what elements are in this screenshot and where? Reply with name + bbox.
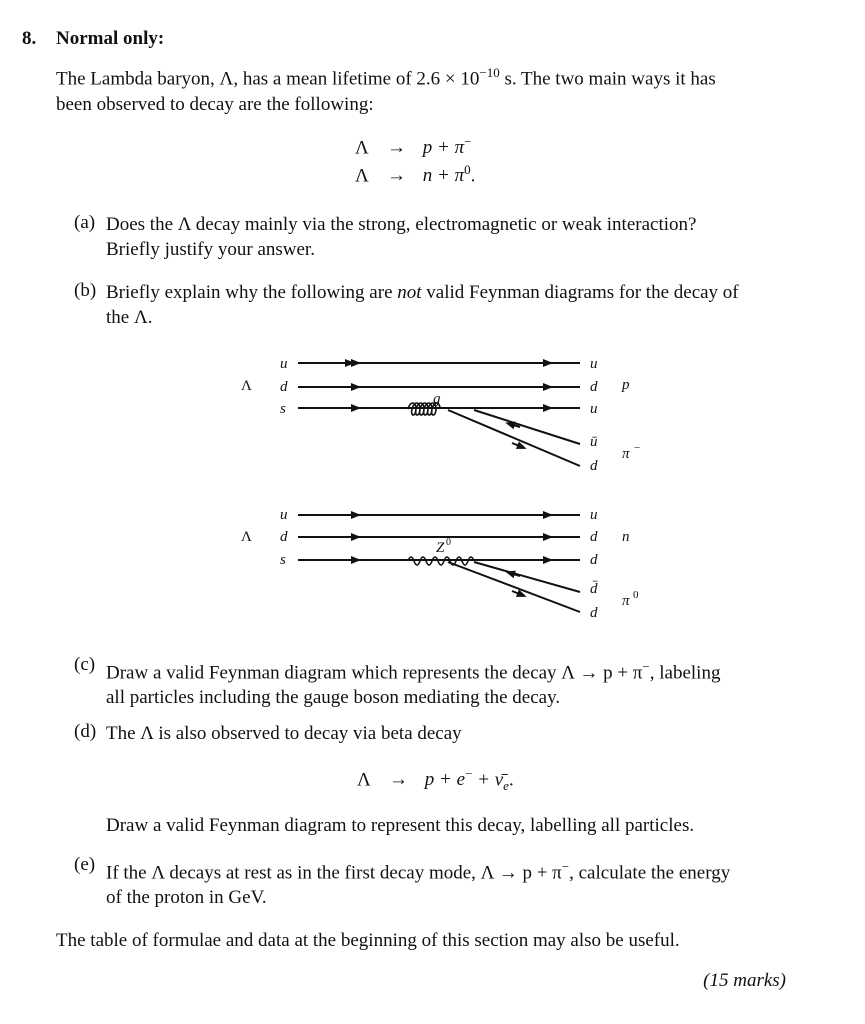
feynman-diagram-gluon: [298, 363, 580, 466]
diagram2-boson-sup: 0: [446, 537, 451, 548]
diagram2-in-quark-1: u: [280, 507, 288, 523]
diagram2-in-quark-3: s: [280, 552, 286, 568]
decay1-sup: −: [464, 134, 472, 149]
beta-eq-arrow: →: [389, 769, 409, 791]
part-e-line2: of the proton in GeV.: [106, 887, 267, 909]
part-b-label: (b): [74, 280, 97, 301]
part-e-text: [106, 854, 796, 910]
diagram2-out-quark-4: d̄: [590, 581, 598, 597]
diagram1-out-quark-3: u: [590, 401, 598, 417]
beta-eq-sub: e: [503, 778, 509, 794]
decay1-arrow: →: [387, 137, 407, 159]
diagram1-in-quark-1: u: [280, 356, 288, 372]
marks: (15 marks): [703, 970, 786, 991]
beta-eq-sup: −: [465, 766, 473, 781]
part-b-line2: the Λ.: [106, 307, 153, 328]
intro-line2: been observed to decay are the following:: [56, 94, 374, 116]
part-c-line1: Draw a valid Feynman diagram which represents the decay Λ → p + π: [106, 662, 643, 684]
decay2-lhs: Λ: [355, 165, 369, 187]
beta-decay-equation: [357, 766, 514, 794]
part-d-line1: The Λ is also observed to decay via beta decay: [106, 723, 462, 744]
diagram1-product-2: π: [622, 446, 630, 462]
part-c-text: [106, 654, 796, 710]
part-e-label: (e): [74, 854, 96, 875]
part-c-sup: −: [642, 659, 650, 674]
diagram1-out-quark-5: d: [590, 458, 598, 474]
diagram1-boson: g: [433, 391, 441, 407]
part-e-sup: −: [561, 859, 570, 874]
diagram2-out-quark-1: u: [590, 507, 598, 523]
decay2-arrow: →: [387, 165, 407, 187]
diagram2-out-quark-3: d: [590, 552, 598, 568]
part-a-label: (a): [74, 212, 96, 233]
diagram1-parent: Λ: [241, 378, 252, 394]
diagram1-in-quark-2: d: [280, 379, 288, 395]
intro-text-end: s. The two main ways it has: [499, 68, 716, 90]
decay1-lhs: Λ: [355, 137, 369, 159]
part-b-line1: Briefly explain why the following are: [106, 282, 398, 303]
diagram2-product-2-sup: 0: [633, 589, 639, 601]
diagram1-out-quark-2: d: [590, 379, 598, 395]
part-a-line1: Does the Λ decay mainly via the strong, electromagnetic or weak interaction?: [106, 214, 697, 235]
decay2-sup: 0: [464, 162, 471, 177]
decay1-rhs: p + π: [422, 137, 465, 159]
diagram1-product-1: p: [622, 377, 630, 393]
intro-text: The Lambda baryon, Λ, has a mean lifetime of 2.6 × 10: [56, 68, 480, 90]
beta-eq-lhs: Λ: [357, 769, 371, 791]
part-e-line1-end: , calculate the energy: [569, 862, 731, 884]
beta-eq-neutrino: + ν̄: [472, 769, 504, 791]
part-c-line2: all particles including the gauge boson mediating the decay.: [106, 687, 561, 709]
diagram2-product-2: π: [622, 593, 630, 609]
beta-eq-end: .: [508, 769, 514, 791]
diagram2-out-quark-5: d: [590, 605, 598, 621]
part-b-emphasis: not: [397, 282, 422, 303]
part-e-line1: If the Λ decays at rest as in the first decay mode, Λ → p + π: [106, 862, 562, 884]
beta-eq-rhs: p + e: [424, 769, 466, 791]
intro-exponent: −10: [479, 65, 500, 80]
part-b-line1-end: valid Feynman diagrams for the decay of: [421, 282, 739, 303]
diagram1-out-quark-4: ū: [590, 434, 598, 450]
footer-note: The table of formulae and data at the beginning of this section may also be useful.: [56, 930, 680, 951]
part-a-line2: Briefly justify your answer.: [106, 239, 315, 260]
diagram2-out-quark-2: d: [590, 529, 598, 545]
diagram1-product-2-sup: −: [634, 442, 641, 454]
diagram1-labels: [241, 356, 640, 474]
question-number: 8.: [22, 28, 37, 49]
diagram2-product-1: n: [622, 529, 630, 545]
question-title: Normal only:: [56, 28, 165, 49]
diagram2-in-quark-2: d: [280, 529, 288, 545]
diagram2-boson: Z: [436, 540, 445, 556]
part-c-line1-end: , labeling: [649, 662, 721, 684]
part-c-label: (c): [74, 654, 96, 675]
decay2-rhs: n + π: [422, 165, 465, 187]
part-d-line2: Draw a valid Feynman diagram to represent this decay, labelling all particles.: [106, 815, 695, 836]
diagram1-out-quark-1: u: [590, 356, 598, 372]
feynman-diagram-z-boson: [298, 515, 580, 612]
decay2-end: .: [470, 165, 476, 187]
diagram2-parent: Λ: [241, 529, 252, 545]
diagram1-in-quark-3: s: [280, 401, 286, 417]
part-d-label: (d): [74, 721, 97, 742]
